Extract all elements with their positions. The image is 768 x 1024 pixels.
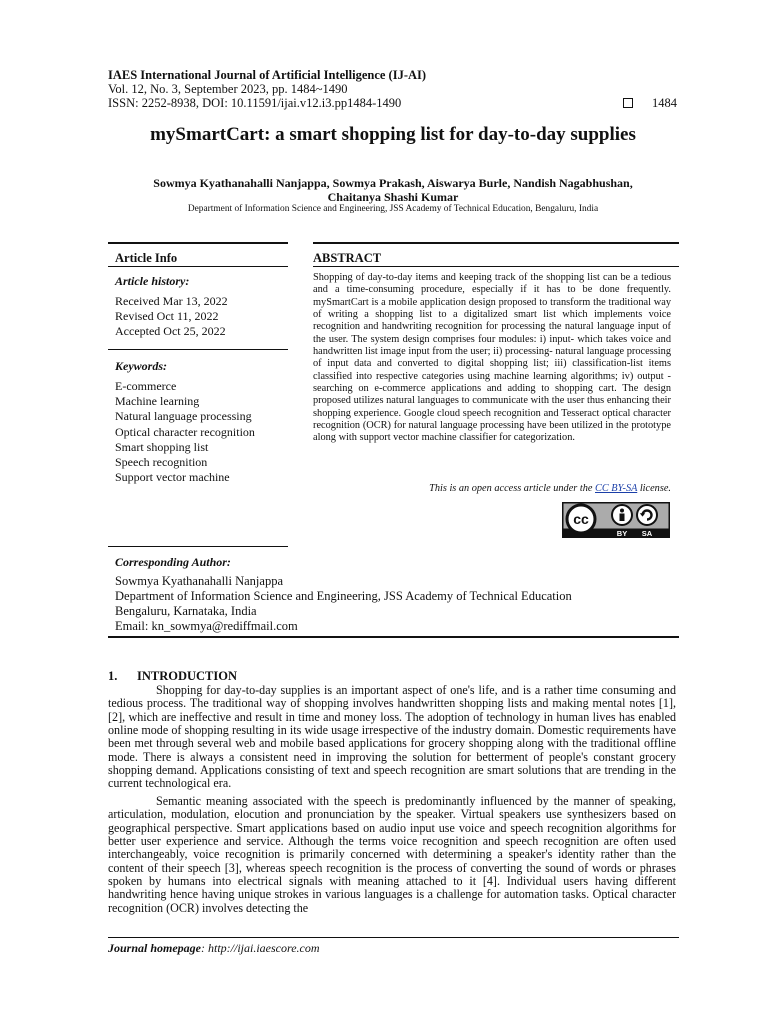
abstract-text: Shopping of day-to-day items and keeping track of the shopping list can be a tedious and a time-consuming procedure, especially if it has to be done frequently. mySmartCart is a mobile application design proposed to transform the traditional way of writing a shopping list to a digitalized smart list which implements voice recognition and handwriting recognition for processing the natural language input of the user. The system design comprises four modules: i) input- which takes voice and handwritten list image input from the user; ii) processing- natural language processing of input data and converted to digital shopping list; iii) classification-list items classified into respective categories using machine learning algorithms; iv) output - searching on e-commerce applications and adding to shopping cart. The design proposed utilizes natural languages to communicate with the user thus enhancing their shopping experience. Google cloud speech recognition and Tesseract optical character recognition (OCR) for natural language processing have been utilized in the prototype along with support vector machine classifier for categorization. [313,272,671,444]
abstract-heading: ABSTRACT [313,251,382,265]
corresponding-author-location: Bengaluru, Karnataka, India [115,603,257,618]
history-revised: Revised Oct 11, 2022 [115,309,219,324]
journal-homepage-colon: : [201,941,209,955]
intro-paragraph-1-text: Shopping for day-to-day supplies is an important aspect of one's life, and is a rather time consuming and tedious process. The traditional way of shopping involves handwritten shopping lists and making mental notes [1], [2], which are ineffective and result in time and money loss. The adoption of technology in human lives has enabled online mode of shopping resulting in its wide usage irrespective of the industry domain. Domestic requirements have been met through several web and mobile based applications for grocery shopping along with the traditional offline mode. There is always a consistent need in improving the solution for betterment of people's constant grocery shopping demand. Applications consisting of text and speech recognition are smart solutions that are trending in the current technological era. [108,683,676,791]
journal-homepage-label: Journal homepage [108,941,202,955]
page-number: 1484 [652,96,677,110]
section-heading-introduction [108,669,237,684]
license-prefix: This is an open access article under the [429,483,595,494]
history-received: Received Mar 13, 2022 [115,294,228,308]
article-info-divider [108,266,288,267]
keyword-item: Machine learning [115,394,200,409]
keywords-label: Keywords: [115,359,167,373]
affiliation: Department of Information Science and Engineering, JSS Academy of Technical Education, Bengaluru, India [187,204,599,214]
corresponding-author-details [115,574,572,634]
cc-sa-label: SA [641,529,653,538]
keyword-item: E-commerce [115,379,177,393]
corresponding-author-name: Sowmya Kyathanahalli Nanjappa [115,574,284,588]
keyword-item: Natural language processing [115,409,252,424]
intro-paragraph-2-text: Semantic meaning associated with the speech is predominantly influenced by the manner of speaking, articulation, modulation, elocution and pronunciation by the speaker. Virtual speakers use synthesizers based on geographical perspective. Smart applications based on audio input use voice and speech recognition algorithms for better user experience and service. Although the terms voice recognition and speech recognition are often used interchangeably, voice recognition is primarily concerned with determining a speaker's identity rather than the content of their speech [3], whereas speech recognition is the process of converting the sound of words or phrases spoken by humans into electrical signals with meaning attached to it [4]. Individual users having different handwriting hence having unique strokes in various languages is a challenge for automation tasks. Optical character recognition (OCR) involves detecting the [108,794,676,915]
section-title: INTRODUCTION [137,669,238,683]
volume-line: Vol. 12, No. 3, September 2023, pp. 1484~1490 [108,82,348,96]
corresponding-top-rule [108,546,288,547]
article-history-list [115,294,228,340]
cc-by-sa-license-icon[interactable] [562,502,670,538]
paper-title: mySmartCart: a smart shopping list for day-to-day supplies [150,124,636,145]
intro-paragraph-2 [108,795,676,915]
journal-name: IAES International Journal of Artificial Intelligence (IJ-AI) [108,68,427,82]
article-info-heading: Article Info [115,251,178,265]
author-line-1: Sowmya Kyathanahalli Nanjappa, Sowmya Prakash, Aiswarya Burle, Nandish Nagabhushan, [153,176,633,190]
keyword-item: Speech recognition [115,455,208,470]
footer-rule [108,937,679,938]
author-list [108,176,678,204]
corresponding-author-email: Email: kn_sowmya@rediffmail.com [115,618,298,633]
page-marker-square-icon [623,98,633,108]
front-matter-bottom-rule [108,636,679,638]
section-number: 1. [108,669,118,683]
journal-homepage [108,941,320,956]
article-history-label: Article history: [115,274,190,288]
history-keywords-divider [108,349,288,350]
article-info-top-rule [108,242,288,244]
intro-paragraph-1 [108,684,676,791]
issn-doi-line: ISSN: 2252-8938, DOI: 10.11591/ijai.v12.i3.pp1484-1490 [108,96,402,110]
keywords-list [115,379,255,485]
author-line-2: Chaitanya Shashi Kumar [327,190,459,204]
keyword-item: Support vector machine [115,470,230,485]
abstract-divider [313,266,679,267]
keyword-item: Smart shopping list [115,439,209,454]
journal-homepage-url[interactable]: http://ijai.iaescore.com [208,941,320,955]
license-suffix: license. [637,483,671,494]
cc-by-sa-link[interactable]: CC BY-SA [595,483,638,494]
corresponding-author-label: Corresponding Author: [115,555,231,569]
history-accepted: Accepted Oct 25, 2022 [115,324,226,339]
keyword-item: Optical character recognition [115,424,255,439]
abstract-top-rule [313,242,679,244]
license-statement [313,483,671,494]
cc-by-label: BY [616,529,628,538]
svg-text:cc: cc [573,511,589,527]
corresponding-author-department: Department of Information Science and Engineering, JSS Academy of Technical Education [115,588,572,603]
